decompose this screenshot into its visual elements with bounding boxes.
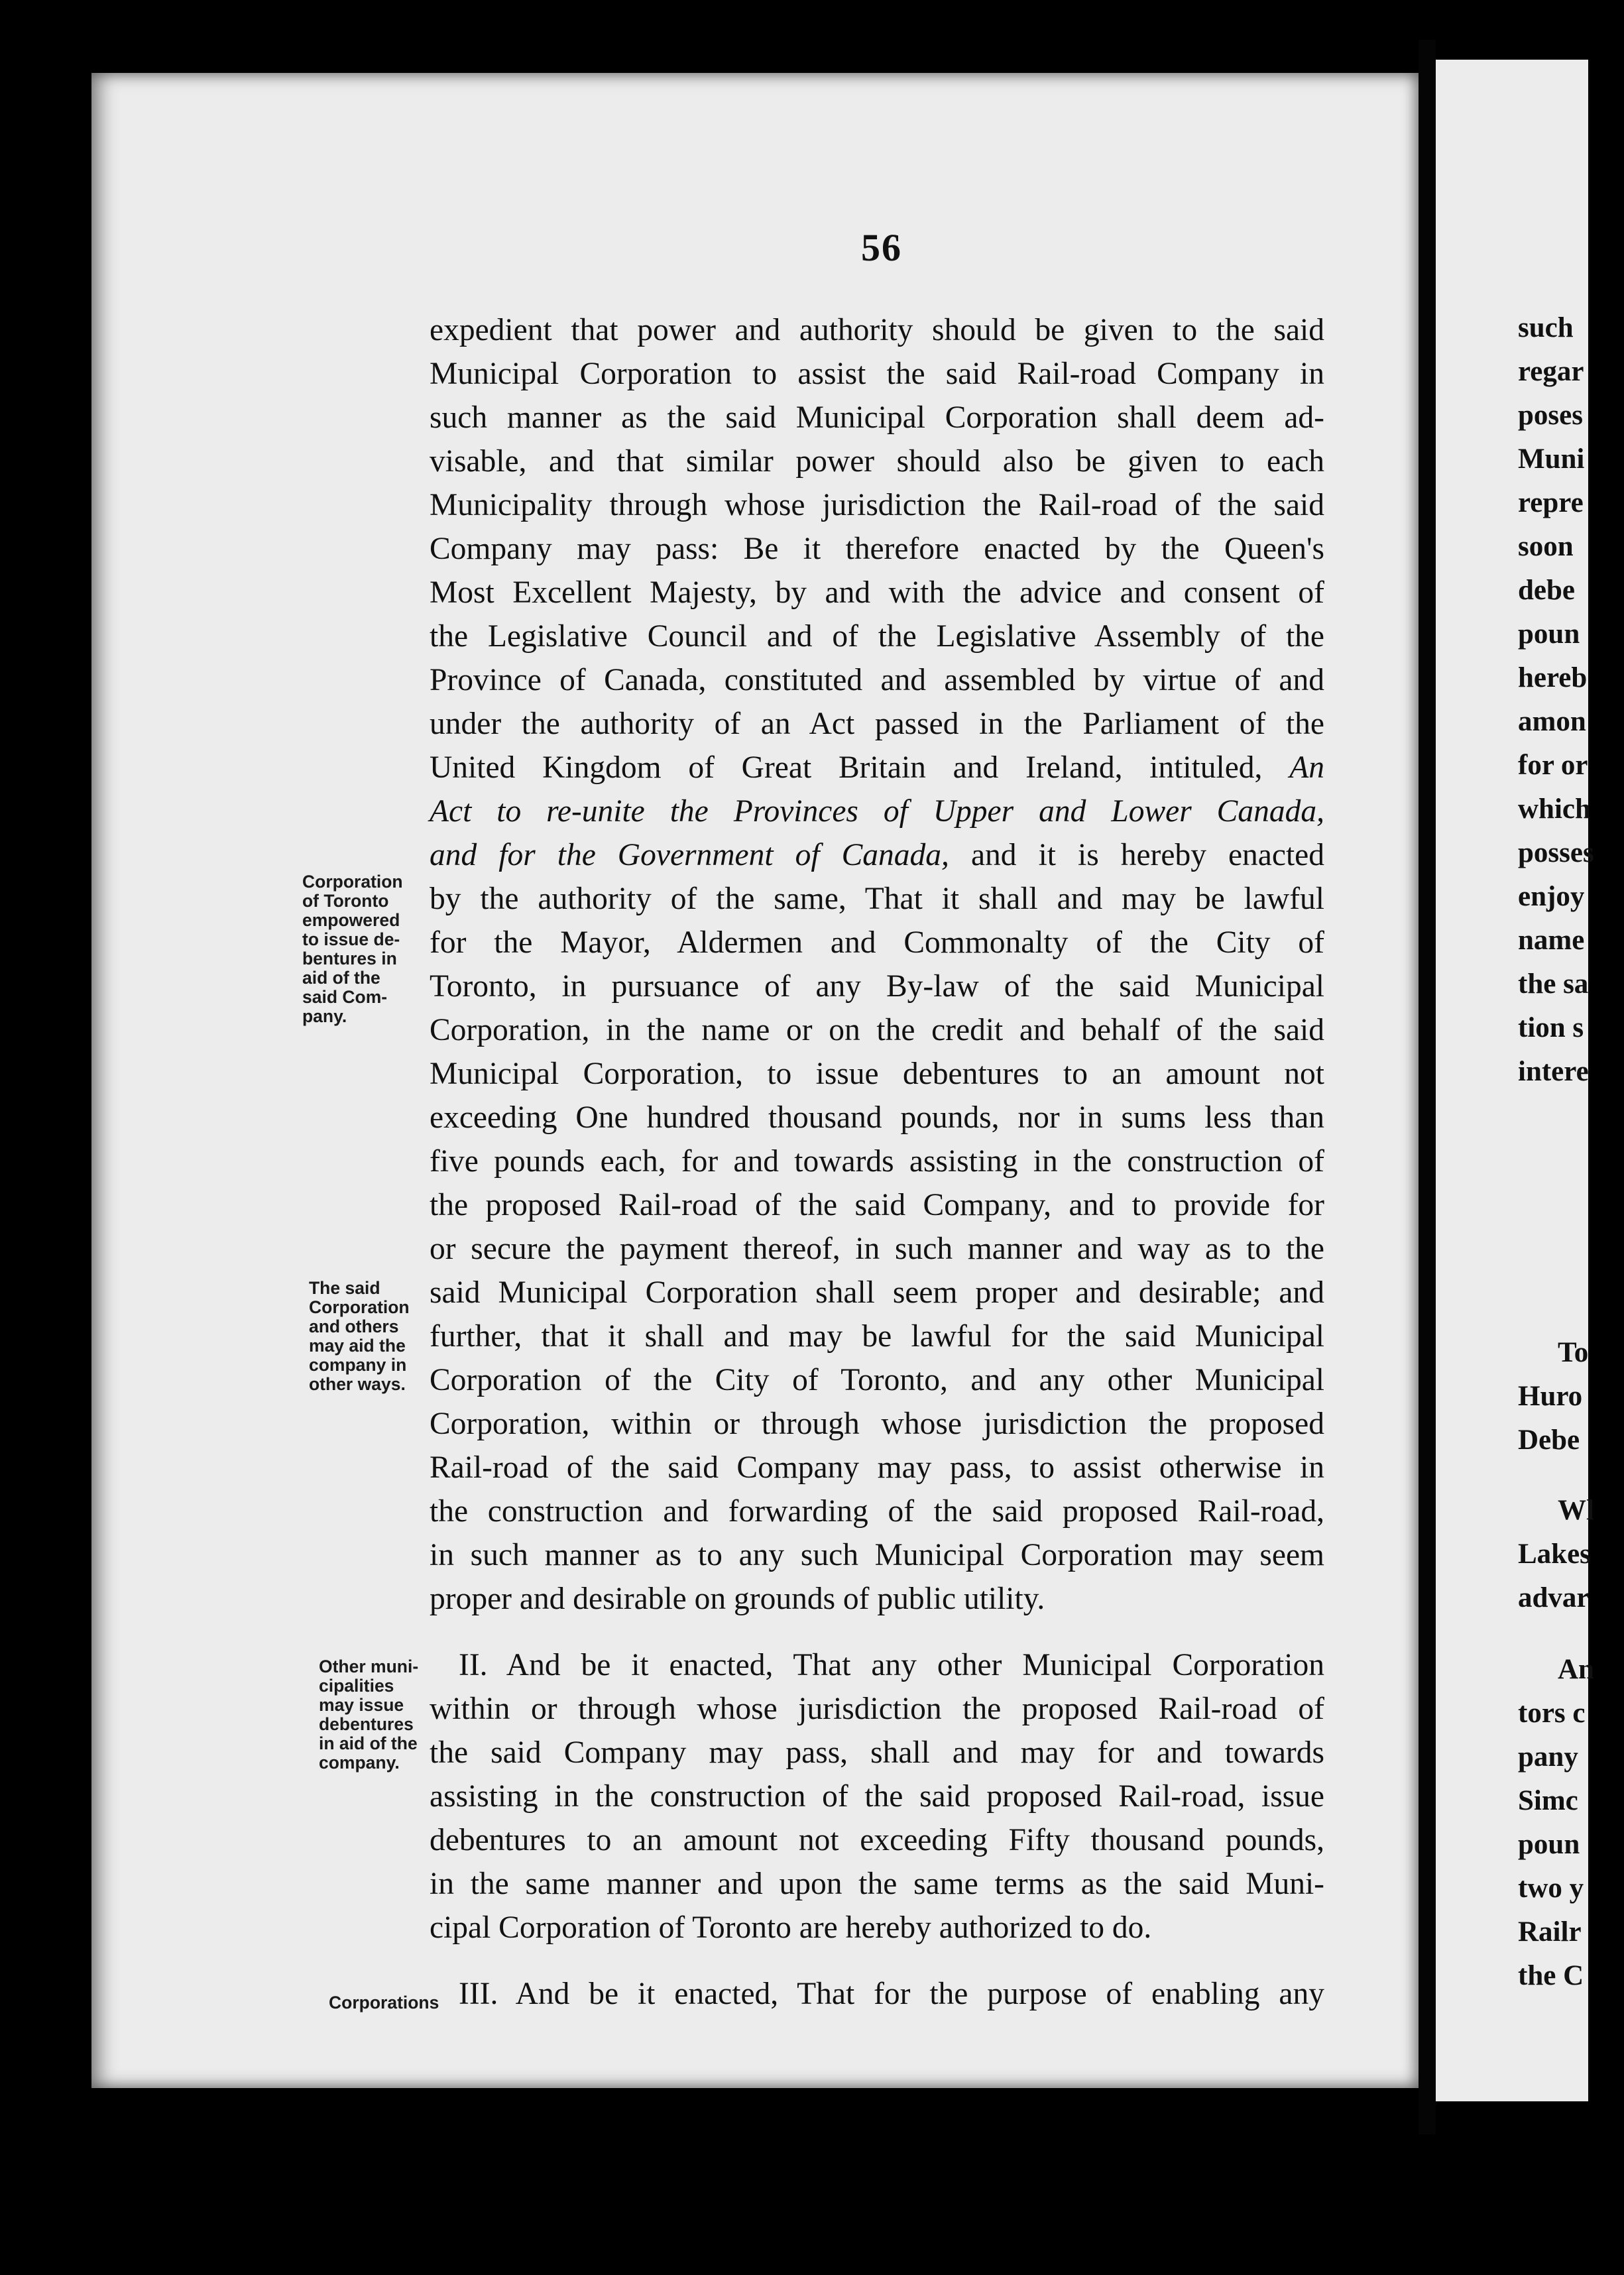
fragment-line: posses: [1518, 837, 1594, 868]
fragment-line: such: [1518, 312, 1574, 343]
sidenote-other-aid: [309, 1279, 461, 1394]
text-line: in such manner as to any such Municipal Corporation may seem: [430, 1538, 1324, 1572]
fragment-line: intere: [1518, 1056, 1589, 1087]
fragment-line: poun: [1518, 1829, 1580, 1860]
sidenote-line: aid of the: [302, 968, 380, 988]
book-gutter: [1419, 40, 1436, 2134]
sidenote-other-municipalities: [319, 1657, 471, 1773]
text-run: and it is hereby enacted: [970, 838, 1324, 872]
text-line: visable, and that similar power should also be given to each: [430, 444, 1324, 479]
sidenote-line: empowered: [302, 910, 400, 930]
sidenote-line: of Toronto: [302, 891, 389, 911]
fragment-line: the sa: [1518, 968, 1589, 1000]
text-line: such manner as the said Municipal Corporation shall deem ad-: [430, 400, 1324, 435]
section-2-line: debentures to an amount not exceeding Fifty thousand pounds,: [430, 1823, 1324, 1857]
text-line: Corporation, within or through whose jurisdiction the proposed: [430, 1407, 1324, 1441]
fragment-line: To: [1558, 1337, 1589, 1368]
fragment-line: pany: [1518, 1741, 1578, 1773]
text-line-with-italic: [430, 833, 1324, 877]
text-line: Municipality through whose jurisdiction the Rail-road of the said: [430, 488, 1324, 522]
sidenote-line: Other muni-: [319, 1657, 419, 1676]
fragment-line: tors c: [1518, 1698, 1586, 1729]
text-line: Province of Canada, constituted and assembled by virtue of and: [430, 663, 1324, 697]
fragment-line: hereb: [1518, 662, 1588, 693]
text-line: Corporation of the City of Toronto, and any other Municipal: [430, 1363, 1324, 1397]
text-line: said Municipal Corporation shall seem proper and desirable; and: [430, 1275, 1324, 1310]
section-2-line: assisting in the construction of the said proposed Rail-road, issue: [430, 1779, 1324, 1814]
fragment-line: which: [1518, 793, 1591, 825]
sidenote-line: Corporation: [309, 1297, 410, 1317]
fragment-line: two y: [1518, 1873, 1584, 1904]
fragment-line: amon: [1518, 706, 1586, 737]
section-2-line: in the same manner and upon the same terms as the said Muni-: [430, 1867, 1324, 1901]
text-line: proper and desirable on grounds of public utility.: [430, 1582, 1045, 1616]
text-line: Toronto, in pursuance of any By-law of the said Municipal: [430, 969, 1324, 1004]
fragment-line: debe: [1518, 575, 1575, 606]
fragment-line: An: [1558, 1654, 1594, 1685]
sidenote-line: company.: [319, 1753, 400, 1773]
text-line: Municipal Corporation, to issue debentures to an amount not: [430, 1057, 1324, 1091]
fragment-line: poses: [1518, 400, 1583, 431]
section-2-line: within or through whose jurisdiction the proposed Rail-road of: [430, 1692, 1324, 1726]
text-line: Municipal Corporation to assist the said Rail-road Company in: [430, 357, 1324, 391]
text-line: or secure the payment thereof, in such manner and way as to the: [430, 1232, 1324, 1266]
text-line: by the authority of the same, That it shall and may be lawful: [430, 882, 1324, 916]
fragment-line: Huro: [1518, 1381, 1583, 1412]
text-line: Rail-road of the said Company may pass, to assist otherwise in: [430, 1450, 1324, 1485]
fragment-line: soon: [1518, 531, 1574, 562]
italic-act-title: An: [1289, 750, 1324, 785]
fragment-line: Simc: [1518, 1785, 1578, 1816]
fragment-line: Muni: [1518, 443, 1585, 475]
fragment-line: poun: [1518, 618, 1580, 650]
paragraph-gap: [430, 1950, 1324, 1972]
text-line: for the Mayor, Aldermen and Commonalty of the City of: [430, 925, 1324, 960]
sidenote-line: said Com-: [302, 987, 388, 1007]
section-2-line: II. And be it enacted, That any other Municipal Corporation: [459, 1648, 1324, 1682]
fragment-line: advar: [1518, 1582, 1590, 1613]
sidenote-line: cipalities: [319, 1676, 394, 1696]
text-line: the Legislative Council and of the Legislative Assembly of the: [430, 619, 1324, 654]
italic-act-title: Act to re-unite the Provinces of Upper and Lower Canada,: [430, 794, 1324, 829]
text-line: exceeding One hundred thousand pounds, nor in sums less than: [430, 1100, 1324, 1135]
sidenote-line: pany.: [302, 1006, 347, 1026]
fragment-line: Railr: [1518, 1916, 1582, 1948]
sidenote-corporations: [329, 1993, 481, 2012]
text-line: further, that it shall and may be lawful for the said Municipal: [430, 1319, 1324, 1354]
fragment-line: repre: [1518, 487, 1584, 518]
section-3-line: III. And be it enacted, That for the purpose of enabling any: [459, 1977, 1324, 2011]
sidenote-toronto-debentures: [302, 872, 455, 1026]
sidenote-line: bentures in: [302, 949, 397, 968]
sidenote-line: debentures: [319, 1714, 414, 1734]
fragment-line: the C: [1518, 1960, 1584, 1991]
fragment-line: regar: [1518, 356, 1584, 387]
text-line: under the authority of an Act passed in the Parliament of the: [430, 707, 1324, 741]
sidenote-line: and others: [309, 1316, 399, 1336]
section-2-line: cipal Corporation of Toronto are hereby authorized to do.: [430, 1910, 1152, 1945]
text-line: expedient that power and authority should be given to the said: [430, 313, 1324, 347]
text-line: the proposed Rail-road of the said Company, and to provide for: [430, 1188, 1324, 1222]
italic-act-title: and for the Government of Canada,: [430, 838, 949, 872]
sidenote-line: to issue de-: [302, 929, 400, 949]
text-line: five pounds each, for and towards assisting in the construction of: [430, 1144, 1324, 1179]
sidenote-line: The said: [309, 1278, 380, 1298]
sidenote-line: other ways.: [309, 1374, 406, 1394]
text-line: Company may pass: Be it therefore enacted by the Queen's: [430, 532, 1324, 566]
text-line: Most Excellent Majesty, by and with the advice and consent of: [430, 575, 1324, 610]
fragment-line: tion s: [1518, 1012, 1584, 1043]
fragment-line: Lakes: [1518, 1539, 1591, 1570]
paragraph-gap: [430, 1621, 1324, 1643]
sidenote-line: in aid of the: [319, 1733, 418, 1753]
sidenote-line: may aid the: [309, 1336, 406, 1356]
fragment-line: Wl: [1558, 1495, 1594, 1526]
text-line: the construction and forwarding of the said proposed Rail-road,: [430, 1494, 1324, 1529]
fragment-line: for or: [1518, 750, 1588, 781]
section-2-line: the said Company may pass, shall and may for and towards: [430, 1735, 1324, 1770]
fragment-line: enjoy: [1518, 881, 1585, 912]
page-number: 56: [861, 226, 902, 269]
sidenote-line: Corporations: [329, 1993, 439, 2012]
sidenote-line: may issue: [319, 1695, 404, 1715]
text-line: Corporation, in the name or on the credit and behalf of the said: [430, 1013, 1324, 1047]
text-line-with-italic: [430, 746, 1324, 789]
fragment-line: name: [1518, 925, 1585, 956]
fragment-line: Debe: [1518, 1425, 1580, 1456]
sidenote-line: Corporation: [302, 872, 403, 892]
text-run: United Kingdom of Great Britain and Ireland, intituled,: [430, 750, 1263, 785]
main-text-column: [430, 308, 1324, 2016]
sidenote-line: company in: [309, 1355, 407, 1375]
